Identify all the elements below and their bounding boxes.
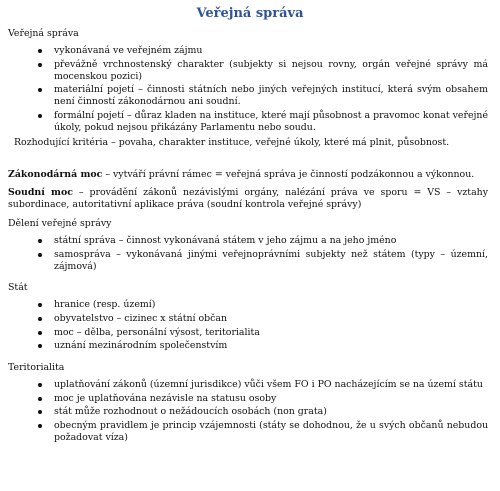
bullet-list [8,45,488,133]
list-item: stát může rozhodnout o nežádoucích osobách (non grata) [38,406,488,418]
section-heading: Veřejná správa [8,28,79,40]
bullet-list [8,299,488,352]
paragraph-soudni [8,187,488,211]
criteria-text: Rozhodující kritéria – povaha, charakter instituce, veřejné úkoly, které má plnit, působnost. [14,137,450,149]
section-heading: Stát [8,282,28,294]
list-item: vykonávaná ve veřejném zájmu [38,45,488,57]
bullet-list [8,379,488,444]
term-soudni: Soudní moc [8,186,73,198]
list-item: převážně vrchnostenský charakter (subjekty si nejsou rovny, orgán veřejné správy má mocenskou pozici) [38,59,488,83]
text-zakonodarna: – vytváří právní rámec = veřejná správa je činností podzákonnou a výkonnou. [102,169,475,180]
list-item: samospráva – vykonávaná jinými veřejnoprávními subjekty než státem (typy – územní, zájmová) [38,249,488,273]
section-verejna-sprava [8,28,488,443]
list-item: hranice (resp. území) [38,299,488,311]
text-soudni: – provádění zákonů nezávislými orgány, nalézání práva ve sporu = VS – vztahy subordinace, autoritativní aplikace práva (soudní kontrola veřejné správy) [8,186,488,210]
list-item: obyvatelstvo – cizinec x státní občan [38,313,488,325]
document-page [0,6,500,491]
list-item: moc – dělba, personální výsost, teritorialita [38,327,488,339]
list-item: formální pojetí – důraz kladen na instituce, které mají působnost a pravomoc konat veřejné úkoly, pokud nejsou přikázány Parlamentu nebo soudu. [38,110,488,134]
list-item: moc je uplatňována nezávisle na statusu osoby [38,393,488,405]
bullet-list [8,235,488,272]
page-title: Veřejná správa [196,6,304,21]
list-item: obecným pravidlem je princip vzájemnosti (státy se dohodnou, že u svých občanů nebudou požadovat víza) [38,420,488,444]
list-item: uplatňování zákonů (územní jurisdikce) vůči všem FO i PO nacházejícím se na území státu [38,379,488,391]
list-item: materiální pojetí – činnosti státních nebo jiných veřejných institucí, která svým obsahem není činností zákonodárnou ani soudní. [38,84,488,108]
list-item: uznání mezinárodním společenstvím [38,340,488,352]
section-heading: Teritorialita [8,362,65,373]
list-item: státní správa – činnost vykonávaná státem v jeho zájmu a na jeho jméno [38,235,488,247]
paragraph-zakonodarna [8,169,488,181]
term-zakonodarna: Zákonodárná moc [8,169,103,180]
section-heading: Dělení veřejné správy [8,218,112,230]
